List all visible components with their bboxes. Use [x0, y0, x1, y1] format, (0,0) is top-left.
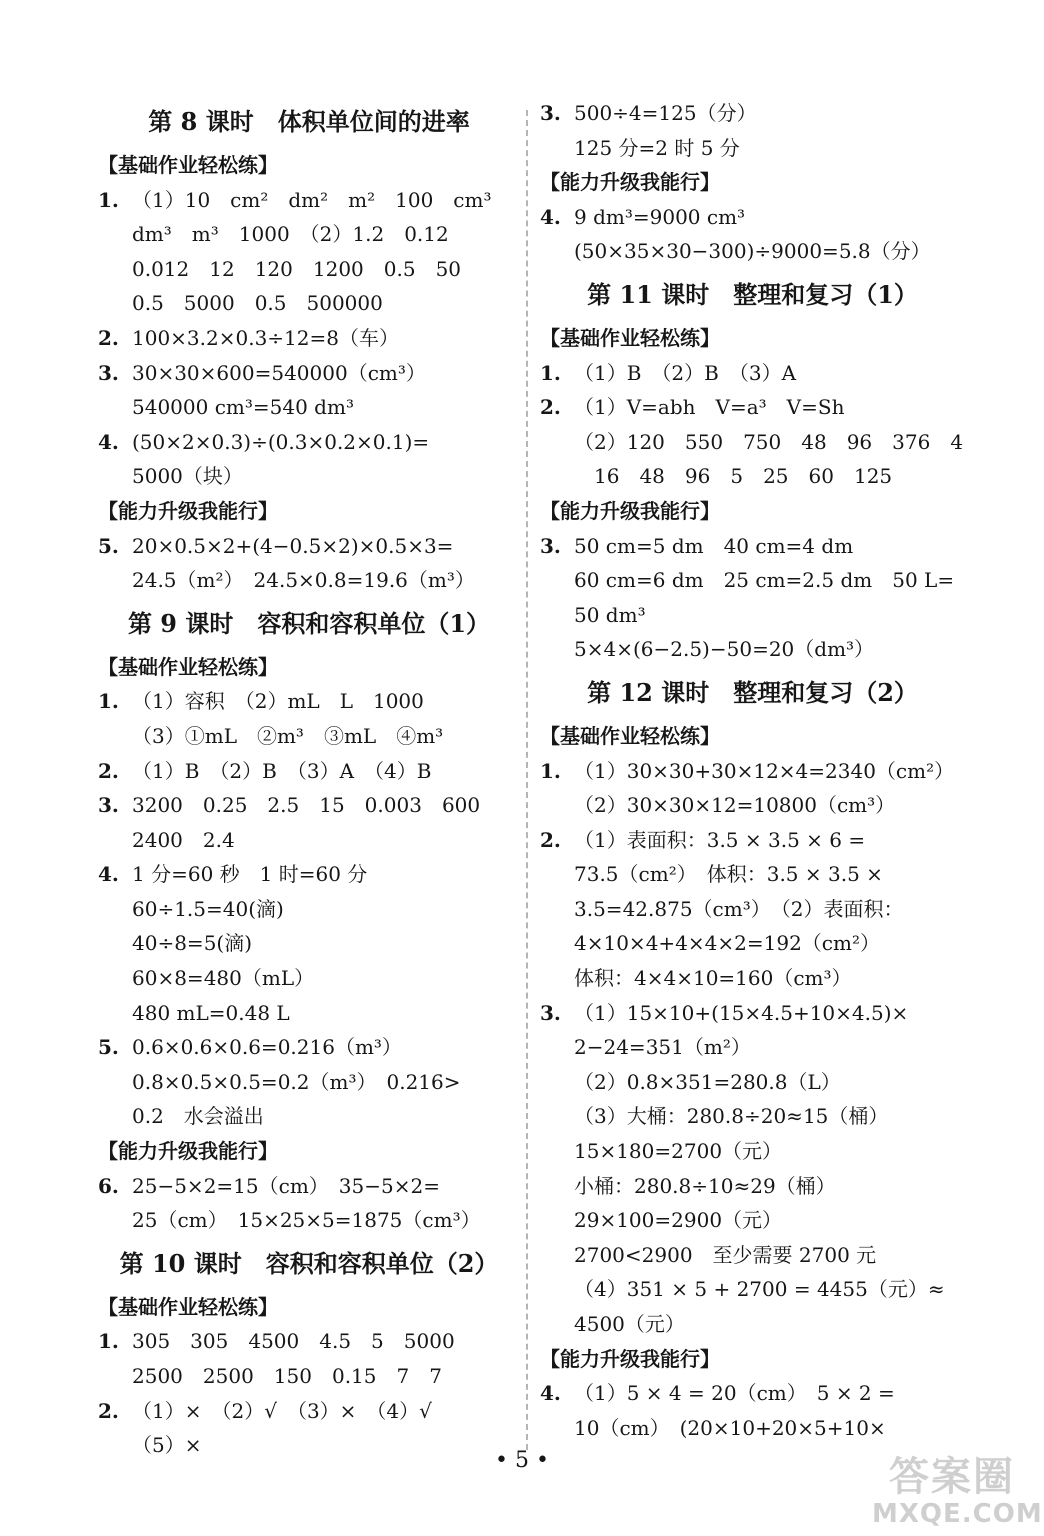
- answer-continuation: 60 cm=6 dm 25 cm=2.5 dm 50 L=: [574, 568, 955, 593]
- answer-continuation: 40÷8=5(滴): [132, 931, 253, 956]
- answer-continuation: 0.5 5000 0.5 500000: [132, 291, 383, 316]
- answer-item: [98, 425, 520, 460]
- answer-continuation: 15×180=2700（元）: [574, 1139, 783, 1164]
- item-number: 3.: [540, 533, 561, 558]
- answer-continuation: 2400 2.4: [132, 827, 235, 852]
- answer-item: [98, 1394, 520, 1429]
- answer-item: [540, 1376, 965, 1411]
- item-text: （1）× （2）√ （3）× （4）√: [132, 1398, 432, 1423]
- answer-item: [98, 321, 520, 356]
- lesson-title: 第 8 课时 体积单位间的进率: [148, 107, 470, 136]
- item-text: （1）15×10+(15×4.5+10×4.5)×: [574, 1000, 909, 1025]
- answer-continuation: 480 mL=0.48 L: [132, 1000, 290, 1025]
- item-text: (50×2×0.3)÷(0.3×0.2×0.1)=: [132, 429, 430, 454]
- answer-continuation: 2700<2900 至少需要 2700 元: [574, 1242, 877, 1267]
- answer-continuation: 0.2 水会溢出: [132, 1104, 264, 1129]
- answer-continuation: 50 dm³: [574, 602, 646, 627]
- section-heading: 【能力升级我能行】: [98, 498, 278, 523]
- answer-item: [98, 1169, 520, 1204]
- answer-item: [98, 754, 520, 789]
- lesson-title: 第 12 课时 整理和复习（2）: [587, 677, 918, 707]
- item-number: 4.: [98, 862, 119, 887]
- answer-continuation: 24.5（m²） 24.5×0.8=19.6（m³）: [132, 568, 475, 593]
- answer-continuation: 60÷1.5=40(滴): [132, 896, 284, 921]
- answer-item: [98, 356, 520, 391]
- item-number: 3.: [98, 793, 119, 818]
- watermark-line1: 答案圈: [889, 1454, 1015, 1500]
- answer-continuation: 5000（块）: [132, 464, 243, 489]
- answer-continuation: 0.8×0.5×0.5=0.2（m³） 0.216>: [132, 1069, 461, 1094]
- item-number: 2.: [98, 758, 119, 783]
- answer-item: [98, 857, 520, 892]
- item-text: （1）5 × 4 = 20（cm） 5 × 2 =: [574, 1381, 895, 1406]
- section-heading: 【基础作业轻松练】: [540, 325, 720, 350]
- section-heading: 【能力升级我能行】: [540, 170, 720, 195]
- answer-continuation: （2）0.8×351=280.8（L）: [574, 1069, 841, 1094]
- item-number: 4.: [540, 1381, 561, 1406]
- item-number: 3.: [540, 1000, 561, 1025]
- answer-item: [98, 788, 520, 823]
- right-column: [540, 96, 965, 1445]
- answer-continuation: （3）大桶：280.8÷20≈15（桶）: [574, 1104, 889, 1129]
- item-number: 2.: [540, 827, 561, 852]
- item-text: 30×30×600=540000（cm³）: [132, 360, 426, 385]
- item-number: 5.: [98, 533, 119, 558]
- item-text: （1）B （2）B （3）A: [574, 360, 797, 385]
- section-heading: 【能力升级我能行】: [540, 498, 720, 523]
- answer-continuation: 小桶：280.8÷10≈29（桶）: [574, 1173, 836, 1198]
- answer-continuation: 0.012 12 120 1200 0.5 50: [132, 256, 462, 281]
- item-text: 25−5×2=15（cm） 35−5×2=: [132, 1173, 440, 1198]
- item-number: 2.: [540, 395, 561, 420]
- item-text: 100×3.2×0.3÷12=8（车）: [132, 325, 399, 350]
- answer-item: [540, 96, 965, 131]
- item-number: 1.: [98, 689, 119, 714]
- item-number: 1.: [98, 187, 119, 212]
- answer-continuation: 5×4×(6−2.5)−50=20（dm³）: [574, 637, 875, 662]
- item-text: 20×0.5×2+(4−0.5×2)×0.5×3=: [132, 533, 454, 558]
- item-number: 4.: [540, 204, 561, 229]
- answer-item: [540, 200, 965, 235]
- section-heading: 【基础作业轻松练】: [98, 1294, 278, 1319]
- answer-item: [98, 684, 520, 719]
- lesson-title: 第 9 课时 容积和容积单位（1）: [127, 608, 491, 638]
- item-text: 9 dm³=9000 cm³: [574, 204, 746, 229]
- item-text: （1）10 cm² dm² m² 100 cm³: [132, 187, 492, 212]
- answer-continuation: 2500 2500 150 0.15 7 7: [132, 1364, 442, 1388]
- item-text: （1）表面积：3.5 × 3.5 × 6 =: [574, 827, 866, 852]
- answer-continuation: 16 48 96 5 25 60 125: [574, 464, 893, 489]
- item-text: 500÷4=125（分）: [574, 101, 757, 125]
- item-text: 1 分=60 秒 1 时=60 分: [132, 862, 368, 887]
- answer-continuation: 体积：4×4×10=160（cm³）: [574, 966, 852, 991]
- section-heading: 【基础作业轻松练】: [98, 654, 278, 679]
- answer-continuation: 4×10×4+4×4×2=192（cm²）: [574, 931, 880, 956]
- item-number: 1.: [540, 360, 561, 385]
- item-number: 6.: [98, 1173, 119, 1198]
- item-text: 305 305 4500 4.5 5 5000: [132, 1329, 455, 1354]
- left-column: [98, 96, 520, 1463]
- page-number: • 5 •: [495, 1448, 549, 1473]
- item-number: 1.: [98, 1329, 119, 1354]
- answer-item: [540, 996, 965, 1031]
- item-text: 3200 0.25 2.5 15 0.003 600: [132, 793, 481, 818]
- item-text: 50 cm=5 dm 40 cm=4 dm: [574, 533, 854, 558]
- answer-continuation: （5）×: [132, 1433, 202, 1458]
- item-number: 5.: [98, 1035, 119, 1060]
- item-number: 2.: [98, 325, 119, 350]
- item-number: 2.: [98, 1398, 119, 1423]
- column-divider: [526, 110, 528, 1450]
- answer-item: [98, 1324, 520, 1359]
- item-text: （1）B （2）B （3）A （4）B: [132, 758, 432, 783]
- answer-continuation: 540000 cm³=540 dm³: [132, 395, 354, 420]
- answer-item: [540, 529, 965, 564]
- answer-continuation: （3）①mL ②m³ ③mL ④m³: [132, 723, 444, 748]
- answer-continuation: 125 分=2 时 5 分: [574, 135, 740, 160]
- lesson-title: 第 11 课时 整理和复习（1）: [587, 279, 918, 309]
- answer-continuation: （2）30×30×12=10800（cm³）: [574, 793, 896, 818]
- section-heading: 【能力升级我能行】: [540, 1346, 720, 1371]
- answer-item: [540, 356, 965, 391]
- lesson-title: 第 10 课时 容积和容积单位（2）: [119, 1248, 499, 1278]
- answer-continuation: （2）120 550 750 48 96 376 4: [574, 429, 964, 454]
- section-heading: 【能力升级我能行】: [98, 1139, 278, 1164]
- answer-continuation: dm³ m³ 1000 （2）1.2 0.12: [132, 222, 449, 247]
- item-number: 3.: [540, 101, 561, 125]
- answer-continuation: （4）351 × 5 + 2700 = 4455（元）≈: [574, 1277, 945, 1302]
- answer-continuation: 3.5=42.875（cm³） （2）表面积：: [574, 896, 904, 921]
- item-text: 0.6×0.6×0.6=0.216（m³）: [132, 1035, 402, 1060]
- item-text: （1）V=abh V=a³ V=Sh: [574, 395, 845, 420]
- item-number: 3.: [98, 360, 119, 385]
- answer-continuation: 60×8=480（mL）: [132, 966, 315, 991]
- item-number: 1.: [540, 758, 561, 783]
- answer-item: [98, 529, 520, 564]
- answer-item: [540, 754, 965, 789]
- section-heading: 【基础作业轻松练】: [540, 723, 720, 748]
- answer-continuation: 25（cm） 15×25×5=1875（cm³）: [132, 1208, 481, 1233]
- answer-continuation: 29×100=2900（元）: [574, 1208, 783, 1233]
- answer-item: [540, 390, 965, 425]
- answer-item: [540, 823, 965, 858]
- answer-item: [98, 183, 520, 218]
- answer-continuation: 10（cm） (20×10+20×5+10×: [574, 1415, 886, 1440]
- watermark-line2: MXQE.COM: [872, 1499, 1043, 1529]
- item-number: 4.: [98, 429, 119, 454]
- item-text: （1）30×30+30×12×4=2340（cm²）: [574, 758, 955, 783]
- item-text: （1）容积 （2）mL L 1000: [132, 689, 424, 714]
- answer-continuation: 4500（元）: [574, 1312, 685, 1336]
- section-heading: 【基础作业轻松练】: [98, 153, 278, 177]
- answer-continuation: 2−24=351（m²）: [574, 1035, 751, 1060]
- answer-continuation: (50×35×30−300)÷9000=5.8（分）: [574, 239, 931, 264]
- answer-item: [98, 1030, 520, 1065]
- watermark-logo: [872, 1454, 1043, 1530]
- answer-continuation: 73.5（cm²） 体积：3.5 × 3.5 ×: [574, 862, 883, 887]
